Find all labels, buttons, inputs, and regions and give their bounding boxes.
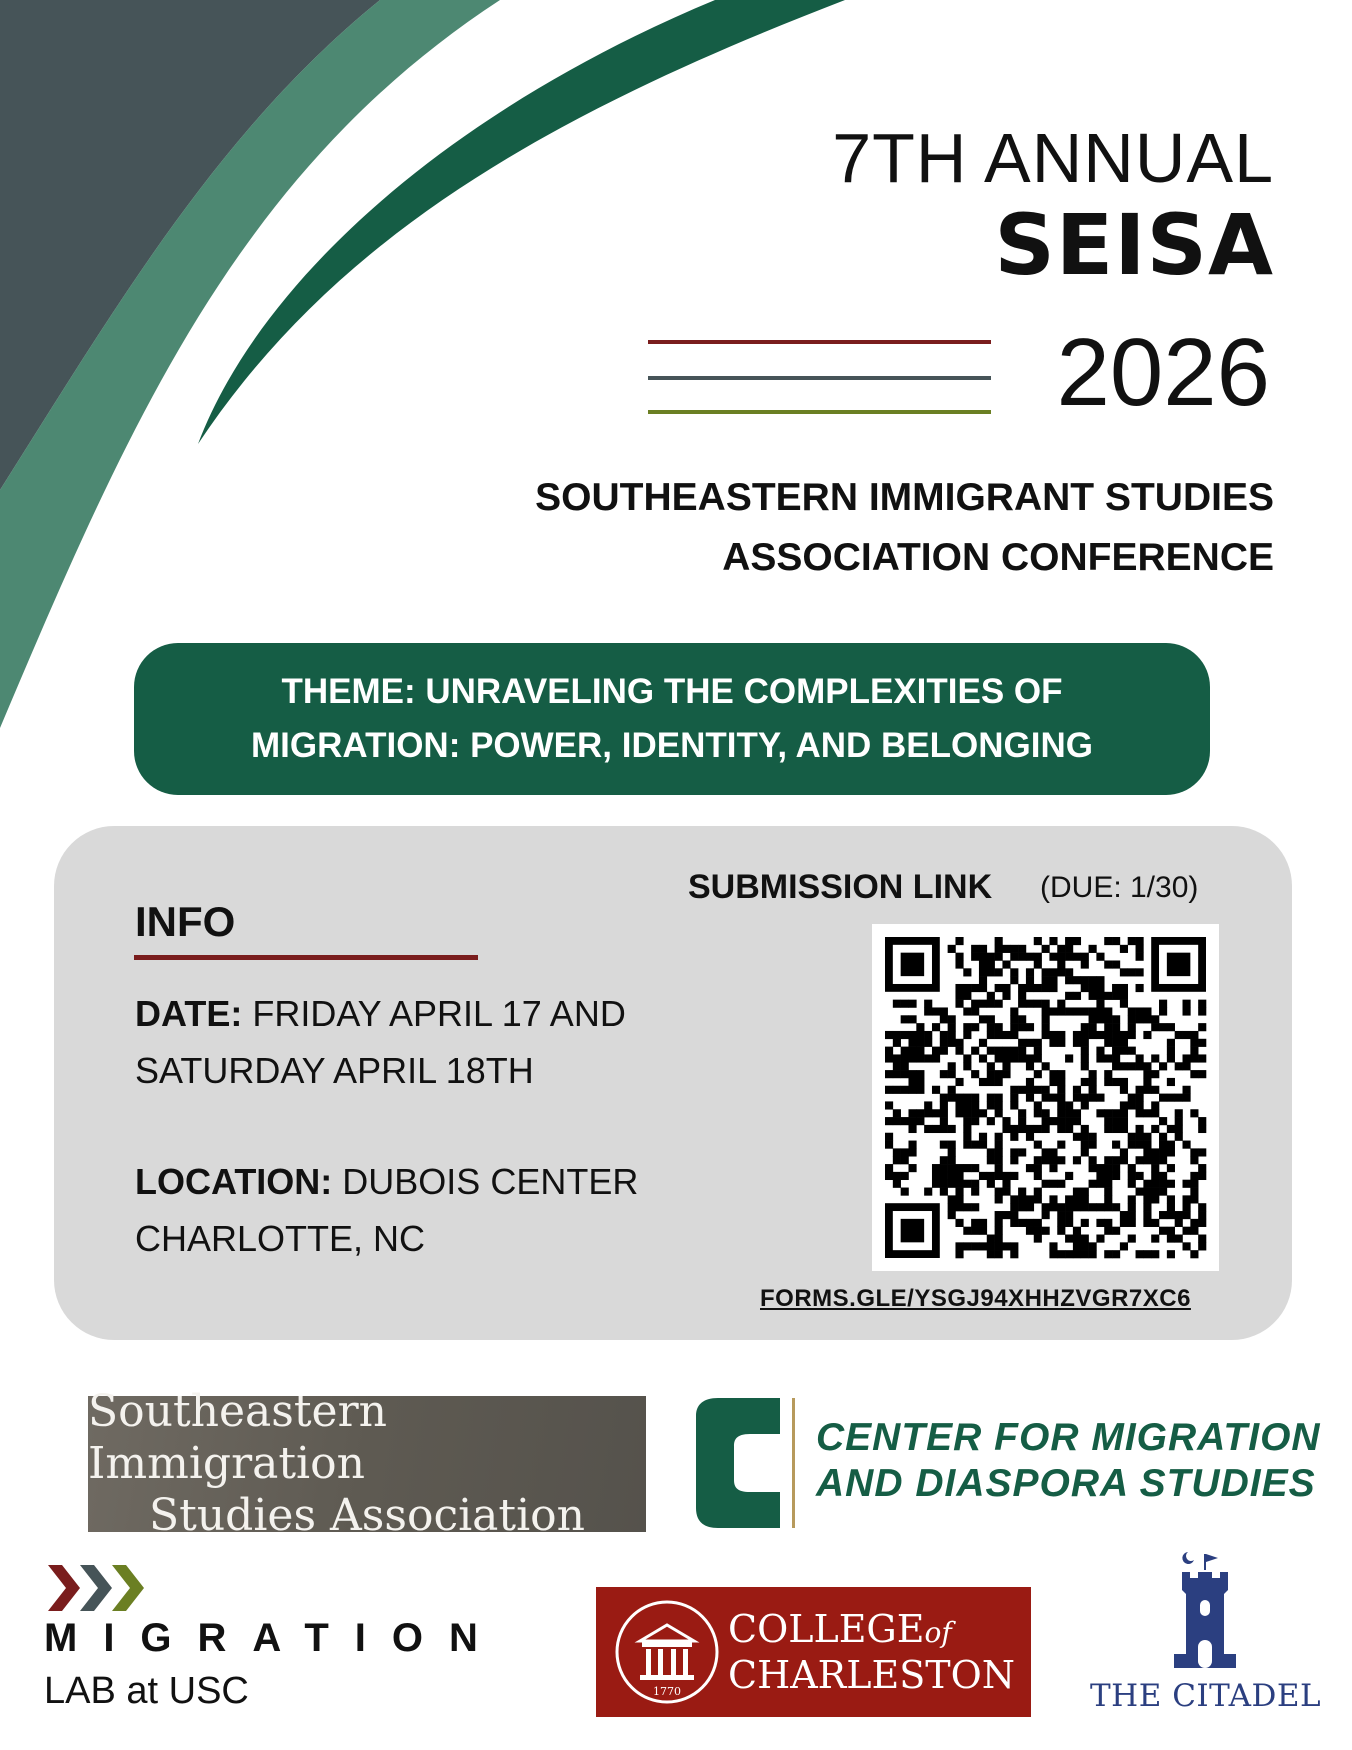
college-seal-icon (612, 1597, 722, 1707)
info-heading-rule (134, 955, 478, 960)
citadel-logo-text: THE CITADEL (1090, 1678, 1322, 1714)
qr-code-icon (872, 924, 1219, 1271)
cmds-line-1: CENTER FOR MIGRATION (816, 1416, 1321, 1459)
annual-label: 7TH ANNUAL (832, 119, 1274, 197)
theme-line-1: THEME: UNRAVELING THE COMPLEXITIES OF (281, 672, 1063, 711)
subtitle-line-2: ASSOCIATION CONFERENCE (722, 536, 1274, 579)
location-value-2: CHARLOTTE, NC (135, 1218, 426, 1259)
subtitle-line-1: SOUTHEASTERN IMMIGRANT STUDIES (535, 476, 1274, 519)
location-detail (135, 1153, 755, 1267)
cmds-logo-text (816, 1415, 1321, 1507)
submission-due: (DUE: 1/30) (1040, 871, 1199, 904)
coc-line-1: COLLEGE (728, 1607, 925, 1651)
migration-chevrons-icon (48, 1565, 148, 1611)
migration-lab-word: MIGRATION (44, 1616, 504, 1660)
location-label: LOCATION: (135, 1161, 333, 1202)
college-seal-year: 1770 (653, 1685, 681, 1698)
coc-of: of (924, 1616, 952, 1649)
cmds-line-2: AND DIASPORA STUDIES (816, 1462, 1316, 1505)
stripe-maroon (648, 340, 991, 344)
submission-qr-code[interactable] (872, 924, 1219, 1271)
seisa-logo-line-1: Southeastern Immigration (88, 1386, 387, 1489)
theme-line-2: MIGRATION: POWER, IDENTITY, AND BELONGING (251, 726, 1093, 765)
coc-line-2: CHARLESTON (728, 1653, 1016, 1697)
charlotte-c-logo-icon (688, 1396, 808, 1530)
conference-year: 2026 (1056, 319, 1270, 426)
info-heading: INFO (135, 898, 236, 945)
stripe-slate (648, 376, 991, 380)
location-value-1: DUBOIS CENTER (332, 1161, 639, 1202)
theme-banner (134, 643, 1210, 795)
date-label: DATE: (135, 993, 243, 1034)
college-of-charleston-text (728, 1608, 1015, 1696)
seisa-logo-line-2: Studies Association (149, 1490, 585, 1541)
submission-link[interactable]: FORMS.GLE/YSGJ94XHHZVGR7XC6 (760, 1285, 1191, 1312)
date-detail (135, 985, 755, 1099)
date-value-2: SATURDAY APRIL 18TH (135, 1050, 534, 1091)
conference-subtitle (374, 468, 1274, 588)
date-value-1: FRIDAY APRIL 17 AND (242, 993, 626, 1034)
migration-lab-subtitle: LAB at USC (44, 1670, 249, 1712)
stripe-olive (648, 410, 991, 414)
citadel-tower-icon (1170, 1550, 1240, 1670)
seisa-logo (88, 1386, 646, 1541)
submission-label: SUBMISSION LINK (688, 868, 993, 906)
conference-acronym: SEISA (994, 196, 1274, 294)
